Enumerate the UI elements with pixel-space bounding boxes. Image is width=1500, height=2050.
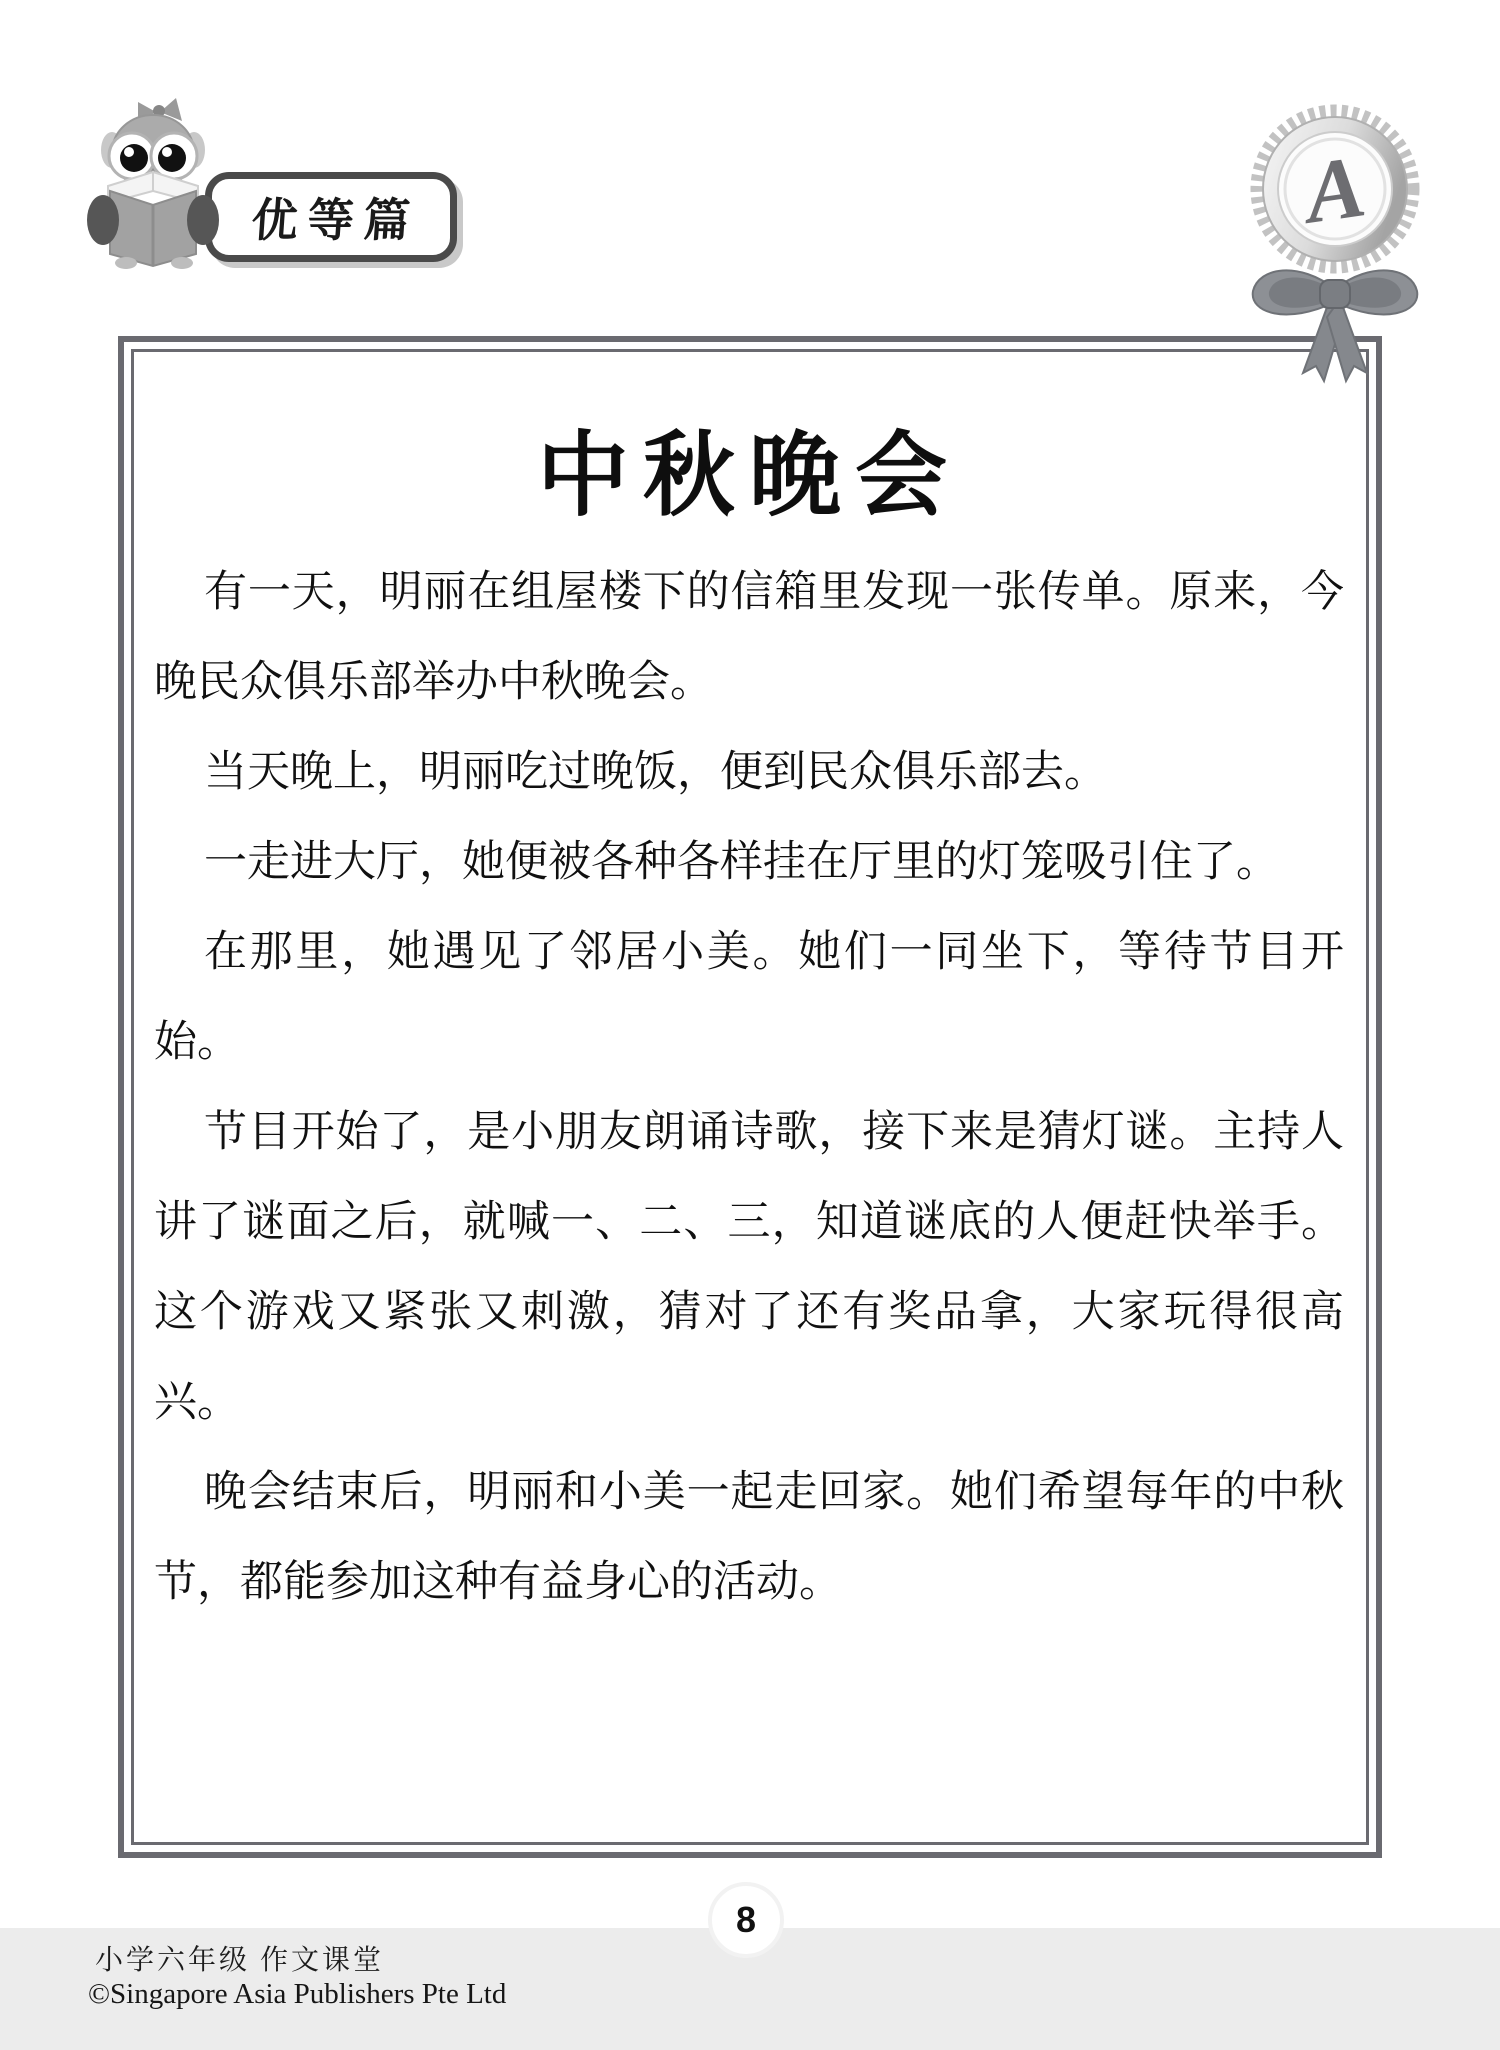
- page-number-badge: [708, 1882, 784, 1958]
- grade-a-rosette-ribbon-icon: [1242, 93, 1428, 385]
- essay-paragraph: 有一天，明丽在组屋楼下的信箱里发现一张传单。原来，今晚民众俱乐部举办中秋晚会。: [154, 568, 1344, 706]
- footer-copyright: ©Singapore Asia Publishers Pte Ltd: [88, 1978, 507, 2010]
- page-number: 8: [735, 1899, 757, 1940]
- owl-reading-book-icon: [68, 90, 228, 270]
- essay-paragraph: 一走进大厅，她便被各种各样挂在厅里的灯笼吸引住了。: [204, 838, 1279, 886]
- section-label-text: 优等篇: [249, 195, 422, 246]
- essay-title: 中秋晚会: [536, 425, 961, 527]
- footer-book-title: 小学六年级 作文课堂: [95, 1945, 385, 1976]
- essay-paragraph: 当天晚上，明丽吃过晚饭，便到民众俱乐部去。: [204, 748, 1107, 796]
- section-label-box: [205, 172, 457, 262]
- essay-body: [154, 548, 1344, 1628]
- essay-frame: [118, 336, 1382, 1858]
- essay-paragraph: 节目开始了，是小朋友朗诵诗歌，接下来是猜灯谜。主持人讲了谜面之后，就喊一、二、三，知道谜底的人便赶快举手。这个游戏又紧张又刺激，猜对了还有奖品拿，大家玩得很高兴。: [154, 1108, 1344, 1426]
- grade-letter: A: [1299, 138, 1372, 243]
- essay-paragraph: 晚会结束后，明丽和小美一起走回家。她们希望每年的中秋节，都能参加这种有益身心的活动。: [154, 1468, 1344, 1606]
- essay-paragraph: 在那里，她遇见了邻居小美。她们一同坐下，等待节目开始。: [154, 928, 1344, 1066]
- essay-frame-inner: [131, 349, 1369, 1845]
